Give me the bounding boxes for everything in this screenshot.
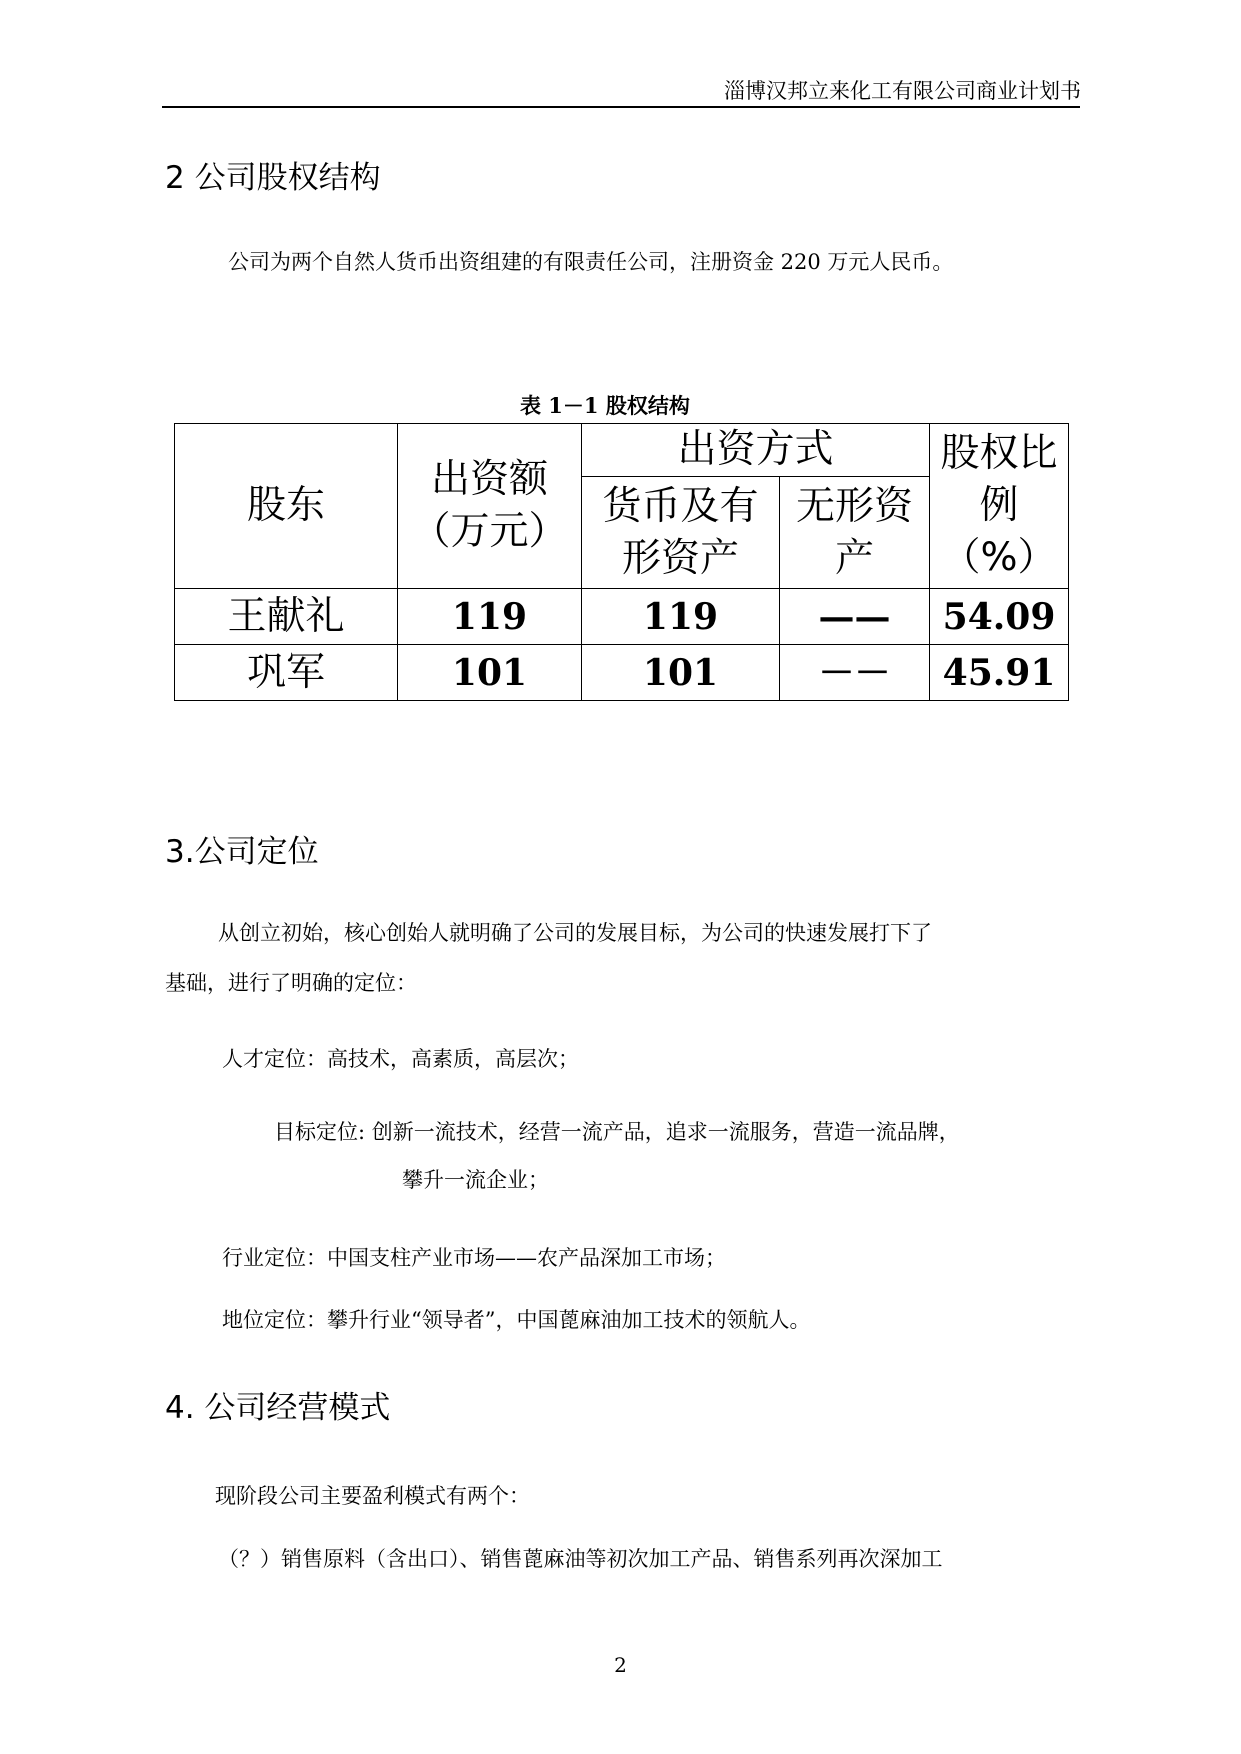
table-caption: 表 1－1 股权结构: [520, 393, 690, 418]
talent-positioning: 人才定位：高技术，高素质，高层次；: [222, 1047, 579, 1071]
table-row: [175, 589, 1069, 645]
header-amount: 出资额（万元）: [398, 424, 582, 589]
tangible-amount: 119: [582, 589, 780, 645]
header-method: 出资方式: [582, 424, 930, 477]
goal-positioning-line-2: 攀升一流企业；: [402, 1168, 549, 1192]
intangible-amount: ——: [780, 589, 930, 645]
status-positioning: 地位定位：攀升行业“领导者”，中国蓖麻油加工技术的领航人。: [222, 1308, 811, 1332]
page-number: 2: [614, 1653, 627, 1677]
header-tangible: 货币及有形资产: [582, 477, 780, 589]
section-4-paragraph-1: 现阶段公司主要盈利模式有两个：: [215, 1484, 530, 1508]
investment-amount: 101: [398, 645, 582, 701]
goal-positioning-line-1: 目标定位: 创新一流技术，经营一流产品，追求一流服务，营造一流品牌，: [274, 1120, 960, 1144]
shareholder-name: 巩军: [175, 645, 398, 701]
table-row: [175, 645, 1069, 701]
equity-ratio: 45.91: [930, 645, 1069, 701]
table-header-row: [175, 424, 1069, 477]
intangible-amount: －－: [780, 645, 930, 701]
industry-positioning: 行业定位：中国支柱产业市场——农产品深加工市场；: [222, 1246, 726, 1270]
header-intangible: 无形资产: [780, 477, 930, 589]
section-2-heading: 2 公司股权结构: [165, 160, 381, 196]
section-3-intro-line-2: 基础，进行了明确的定位：: [165, 971, 417, 995]
section-3-intro-line-1: 从创立初始，核心创始人就明确了公司的发展目标，为公司的快速发展打下了: [218, 921, 932, 945]
section-4-paragraph-2: （？）销售原料（含出口）、销售蓖麻油等初次加工产品、销售系列再次深加工: [218, 1547, 943, 1571]
tangible-amount: 101: [582, 645, 780, 701]
header-rule: [162, 106, 1080, 108]
header-shareholder: 股东: [175, 424, 398, 589]
investment-amount: 119: [398, 589, 582, 645]
equity-ratio: 54.09: [930, 589, 1069, 645]
section-3-heading: 3.公司定位: [165, 834, 319, 870]
section-4-heading: 4. 公司经营模式: [165, 1390, 391, 1426]
running-header: 淄博汉邦立来化工有限公司商业计划书: [724, 79, 1081, 103]
equity-table: [174, 423, 1069, 701]
header-ratio: 股权比例（%）: [930, 424, 1069, 589]
shareholder-name: 王献礼: [175, 589, 398, 645]
section-2-paragraph: 公司为两个自然人货币出资组建的有限责任公司，注册资金 220 万元人民币。: [228, 250, 954, 274]
